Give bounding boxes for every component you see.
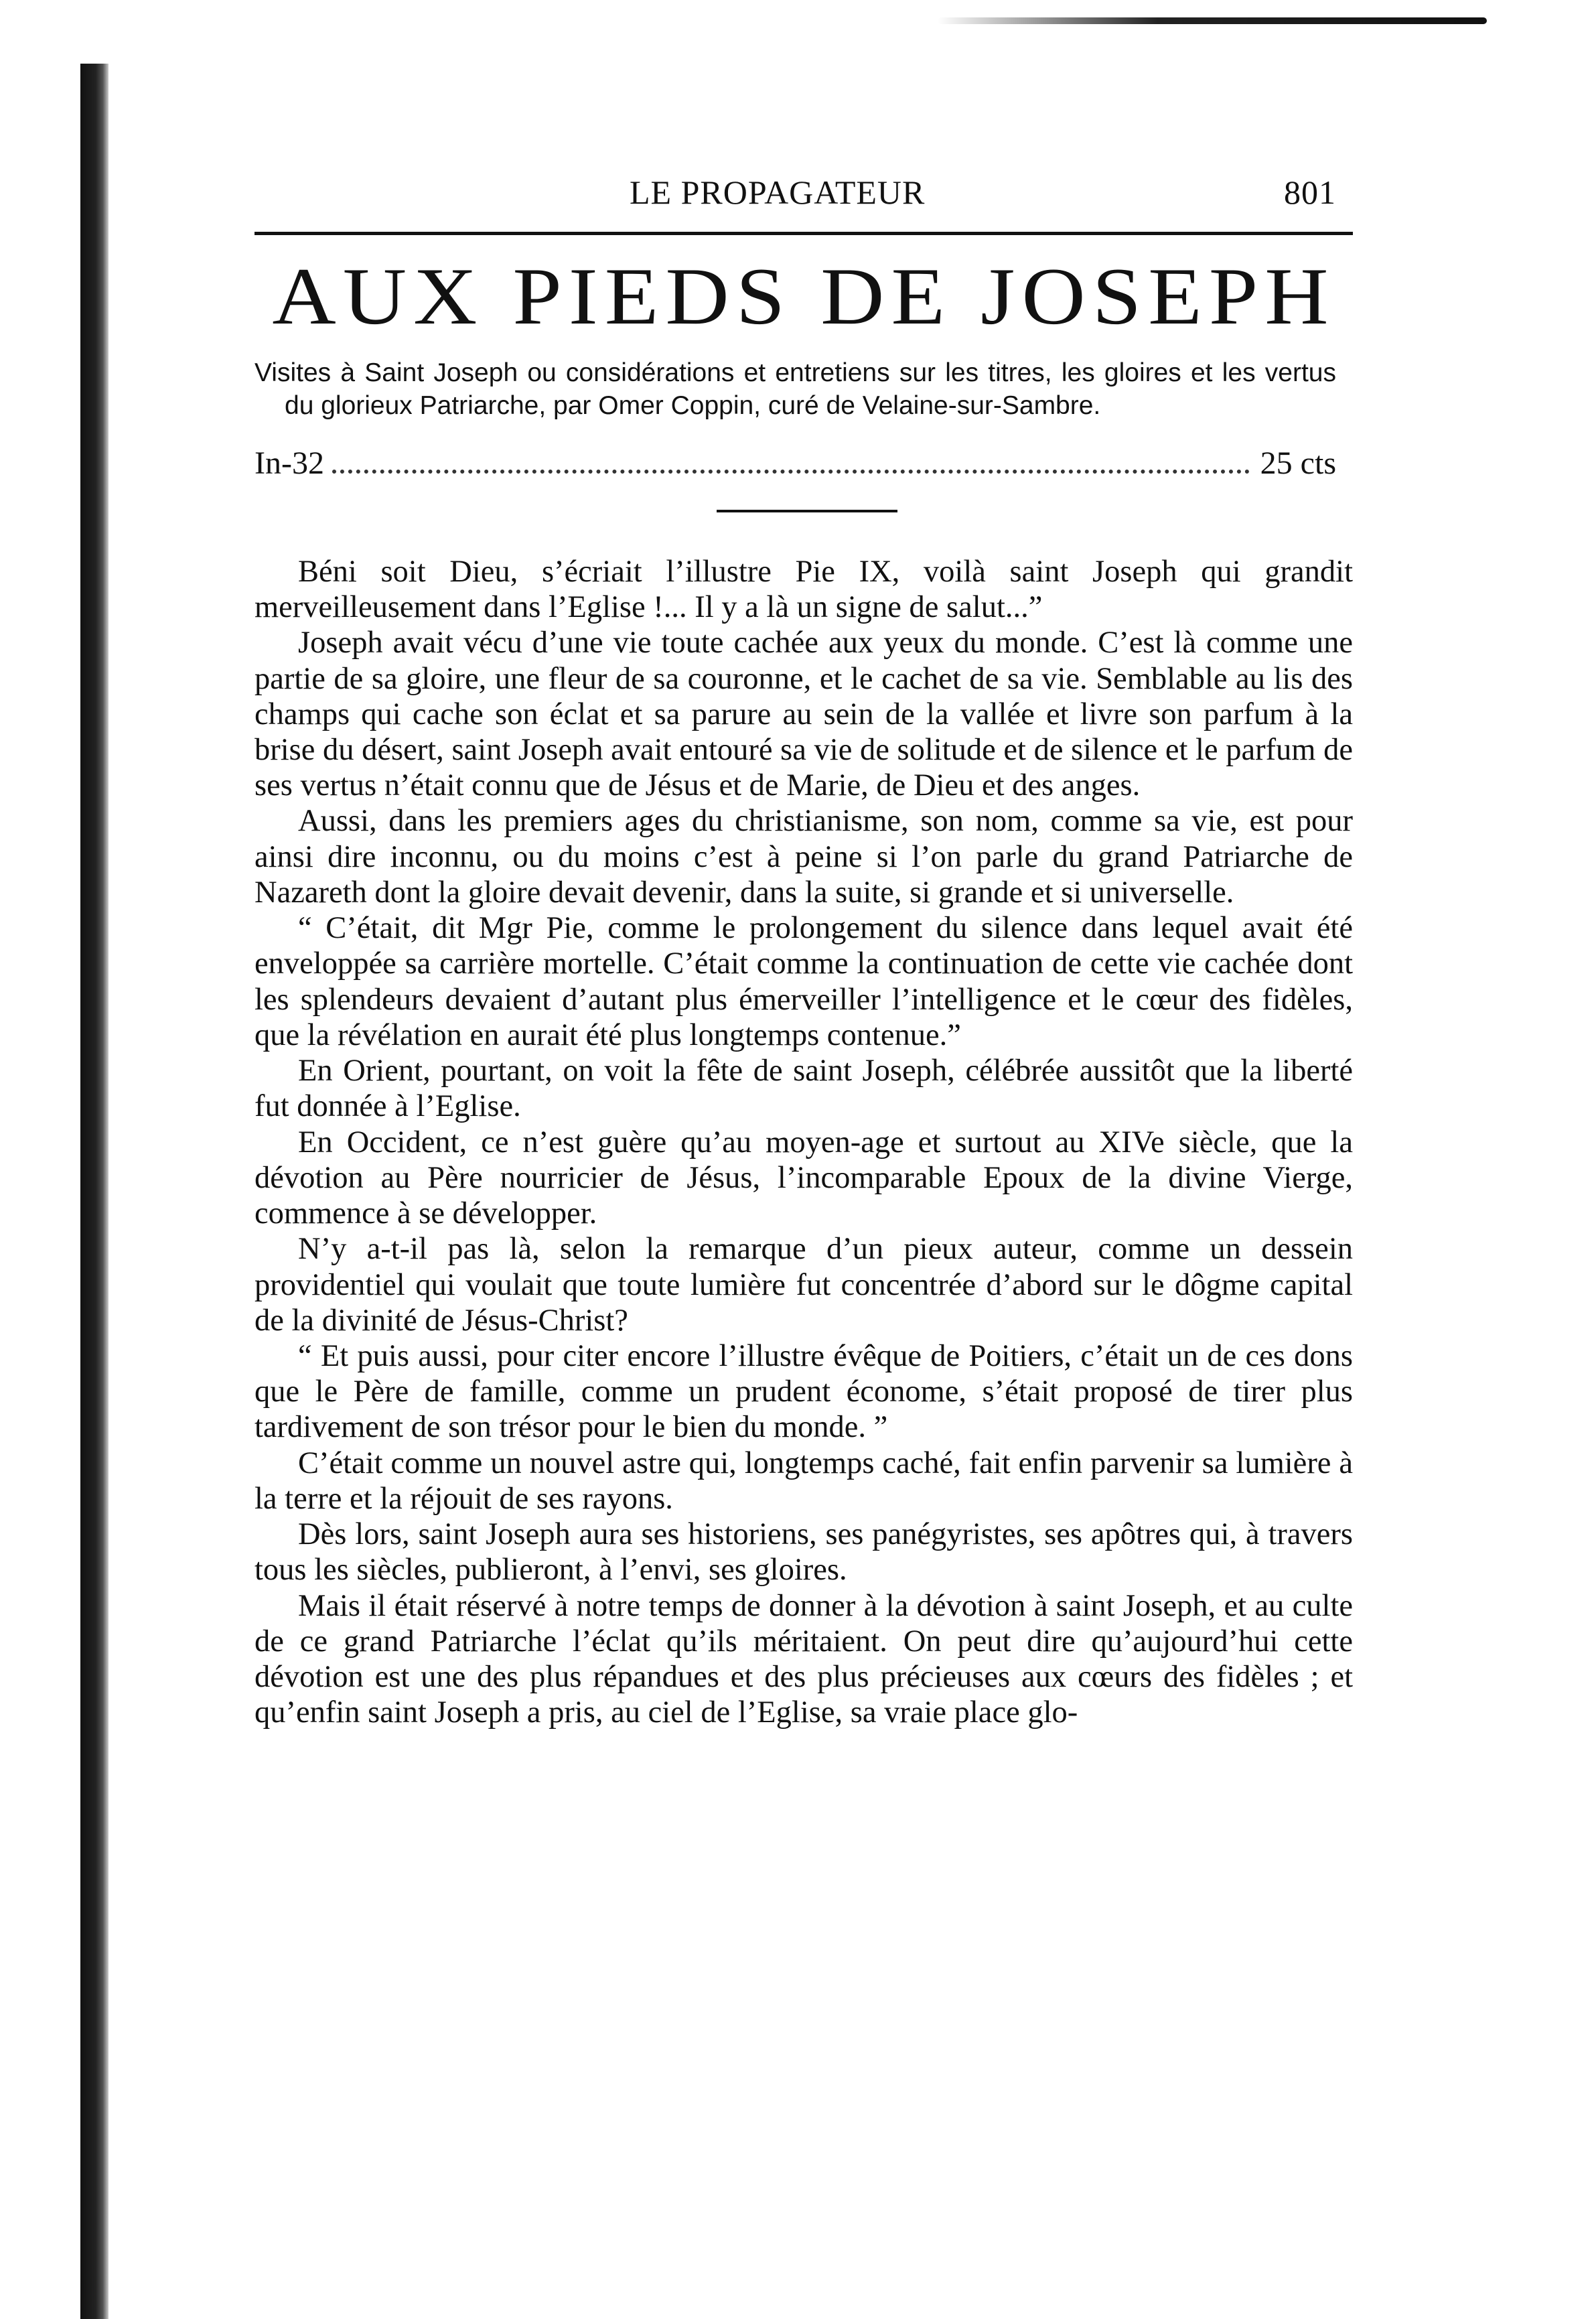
paragraph: Béni soit Dieu, s’écriait l’illustre Pie IX, voilà saint Joseph qui grandit merveilleusement dans l’Eglise !... Il y a là un signe de salut...” xyxy=(255,554,1353,625)
article-title: AUX PIEDS DE JOSEPH xyxy=(272,251,1335,342)
paragraph: N’y a-t-il pas là, selon la remarque d’un pieux auteur, comme un dessein providentiel qui voulait que toute lumière fut concentrée d’abord sur le dôgme capital de la divinité de Jésus-Christ? xyxy=(255,1232,1353,1338)
paragraph: Joseph avait vécu d’une vie toute cachée aux yeux du monde. C’est là comme une partie de sa gloire, une fleur de sa couronne, et le cachet de sa vie. Semblable au lis des champs qui cache son éclat et sa parure au sein de la vallée et livre son parfum à la brise du désert, saint Joseph avait entouré sa vie de solitude et de silence et le parfum de ses vertus n’était connu que de Jésus et de Marie, de Dieu et des anges. xyxy=(255,626,1353,803)
running-title: LE PROPAGATEUR xyxy=(630,173,926,211)
paragraph: “ Et puis aussi, pour citer encore l’illustre évêque de Poitiers, c’était un de ces dons que le Père de famille, comme un prudent économe, s’était proposé de tirer plus tardivement de son trésor pour le bien du monde. ” xyxy=(255,1339,1353,1445)
price-line xyxy=(255,445,1353,482)
paragraph: C’était comme un nouvel astre qui, longtemps caché, fait enfin parvenir sa lumière à la terre et la réjouit de ses rayons. xyxy=(255,1446,1353,1516)
paragraph: Mais il était réservé à notre temps de donner à la dévotion à saint Joseph, et au culte de ce grand Patriarche l’éclat qu’ils méritaient. On peut dire qu’aujourd’hui cette dévotion est une des plus répandues et des plus précieuses aux cœurs des fidèles ; et qu’enfin saint Joseph a pris, au ciel de l’Eglise, sa vraie place glo- xyxy=(255,1588,1353,1730)
scan-top-mark xyxy=(938,17,1487,24)
section-rule xyxy=(717,510,897,512)
dot-leader xyxy=(332,470,1250,474)
paragraph: En Occident, ce n’est guère qu’au moyen-age et surtout au XIVe siècle, que la dévotion au Père nourricier de Jésus, l’incomparable Epoux de la divine Vierge, commence à se développer. xyxy=(255,1125,1353,1231)
paragraph: En Orient, pourtant, on voit la fête de saint Joseph, célébrée aussitôt que la liberté fut donnée à l’Eglise. xyxy=(255,1054,1353,1124)
article-body xyxy=(255,554,1353,1731)
paragraph: Dès lors, saint Joseph aura ses historiens, ses panégyristes, ses apôtres qui, à travers tous les siècles, publieront, à l’envi, ses gloires. xyxy=(255,1517,1353,1588)
paragraph: “ C’était, dit Mgr Pie, comme le prolongement du silence dans lequel avait été enveloppée sa carrière mortelle. C’était comme la continuation de cette vie cachée dont les splendeurs devaient d’autant plus émerveiller l’intelligence et le cœur des fidèles, que la révélation en aurait été plus longtemps contenue.” xyxy=(255,911,1353,1052)
header-rule xyxy=(255,232,1353,235)
book-page xyxy=(255,167,1353,1731)
scan-binding-edge xyxy=(80,64,108,2319)
running-head xyxy=(255,167,1353,214)
paragraph: Aussi, dans les premiers ages du christianisme, son nom, comme sa vie, est pour ainsi dire inconnu, ou du moins c’est à peine si l’on parle du grand Patriarche de Nazareth dont la gloire devait devenir, dans la suite, si grande et si universelle. xyxy=(255,804,1353,910)
page-number: 801 xyxy=(1284,173,1336,211)
article-subtitle: Visites à Saint Joseph ou considérations et entretiens sur les titres, les gloires et les vertus du glorieux Patriarche, par Omer Coppin, curé de Velaine-sur-Sambre. xyxy=(255,358,1336,420)
book-price: 25 cts xyxy=(1260,445,1336,481)
book-format: In-32 xyxy=(255,445,324,481)
